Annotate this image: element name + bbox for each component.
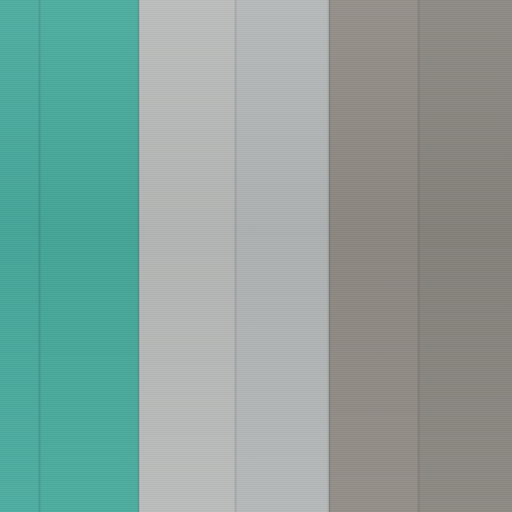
- teal-strip: [40, 0, 139, 512]
- teal-strip-left: [0, 0, 40, 512]
- strip-seam: [234, 0, 237, 512]
- strip-seam: [327, 0, 331, 512]
- strip-seam: [137, 0, 141, 512]
- strip-seam: [417, 0, 420, 512]
- warm-gray-strip: [329, 0, 419, 512]
- warm-gray-strip-2: [419, 0, 512, 512]
- strip-seam: [38, 0, 41, 512]
- light-gray-strip-2: [236, 0, 329, 512]
- light-gray-strip: [139, 0, 236, 512]
